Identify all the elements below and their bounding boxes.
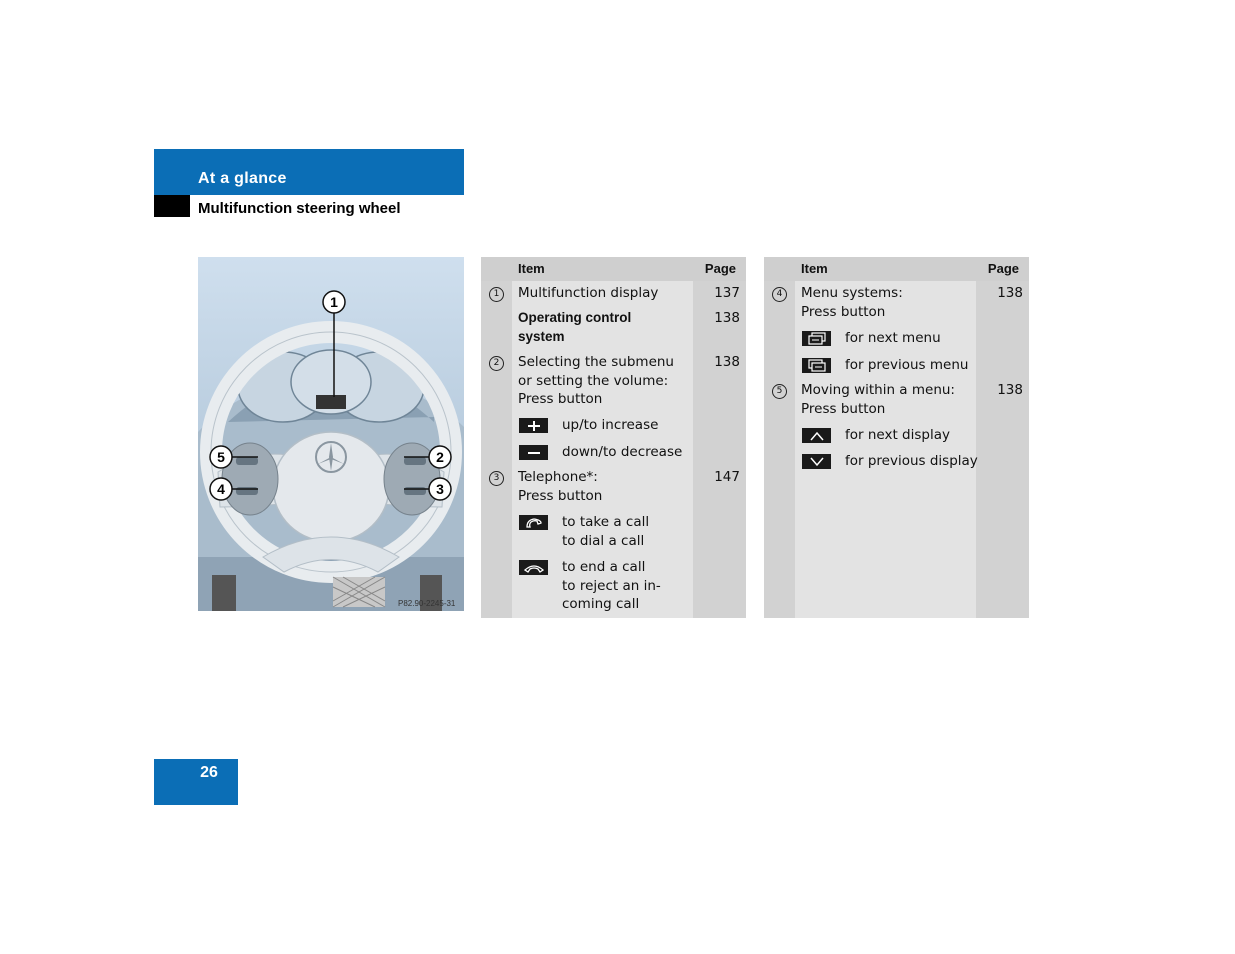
row-text: Telephone*: Press button	[518, 469, 603, 504]
minus-icon	[519, 445, 548, 460]
subsection-title: Multifunction steering wheel	[198, 200, 401, 217]
key-label: up/to increase	[562, 417, 659, 433]
row-text: Selecting the submenu or setting the volume: Press button	[518, 354, 674, 407]
header-item: Item	[518, 261, 545, 276]
row-number: 1	[489, 287, 504, 302]
row-text: Menu systems: Press button	[801, 285, 903, 320]
table-header	[481, 257, 746, 281]
column-number	[481, 257, 512, 618]
section-header-bar	[154, 149, 464, 195]
row-page: 138	[997, 382, 1023, 398]
key-label: for next display	[845, 427, 950, 443]
plus-icon	[519, 418, 548, 433]
table-header	[764, 257, 1029, 281]
down-arrow-icon	[802, 454, 831, 469]
key-label: to take a call to dial a call	[562, 514, 650, 549]
row-page: 138	[714, 310, 740, 326]
row-page: 147	[714, 469, 740, 485]
previous-menu-icon	[802, 358, 831, 373]
row-text: Moving within a menu: Press button	[801, 382, 955, 417]
header-page: Page	[987, 261, 1019, 276]
up-arrow-icon	[802, 428, 831, 443]
phone-answer-icon	[519, 515, 548, 530]
callout-4-label: 4	[217, 481, 225, 497]
row-number: 4	[772, 287, 787, 302]
header-item: Item	[801, 261, 828, 276]
key-label: for previous display	[845, 453, 978, 469]
phone-hangup-icon	[519, 560, 548, 575]
callout-2-label: 2	[436, 449, 444, 465]
key-label: for previous menu	[845, 357, 969, 373]
legend-table-left	[481, 257, 746, 618]
header-page: Page	[704, 261, 736, 276]
callout-3-label: 3	[436, 481, 444, 497]
row-number: 2	[489, 356, 504, 371]
callout-5-label: 5	[217, 449, 225, 465]
section-title: At a glance	[198, 170, 287, 187]
next-menu-icon	[802, 331, 831, 346]
key-label: to end a call to reject an in- coming call	[562, 559, 661, 612]
row-number: 5	[772, 384, 787, 399]
column-number	[764, 257, 795, 618]
key-label: down/to decrease	[562, 444, 683, 460]
page-number: 26	[200, 764, 218, 781]
key-label: for next menu	[845, 330, 941, 346]
row-page: 137	[714, 285, 740, 301]
figure-code: P82.90-2245-31	[398, 599, 456, 608]
callout-1-label: 1	[330, 294, 338, 310]
steering-wheel-photo	[198, 257, 464, 611]
subsection-marker	[154, 195, 190, 217]
legend-table-right	[764, 257, 1029, 618]
row-text: Multifunction display	[518, 285, 659, 301]
row-page: 138	[997, 285, 1023, 301]
row-text: Operating control system	[518, 310, 632, 344]
page-number-box	[154, 759, 238, 805]
row-number: 3	[489, 471, 504, 486]
row-page: 138	[714, 354, 740, 370]
